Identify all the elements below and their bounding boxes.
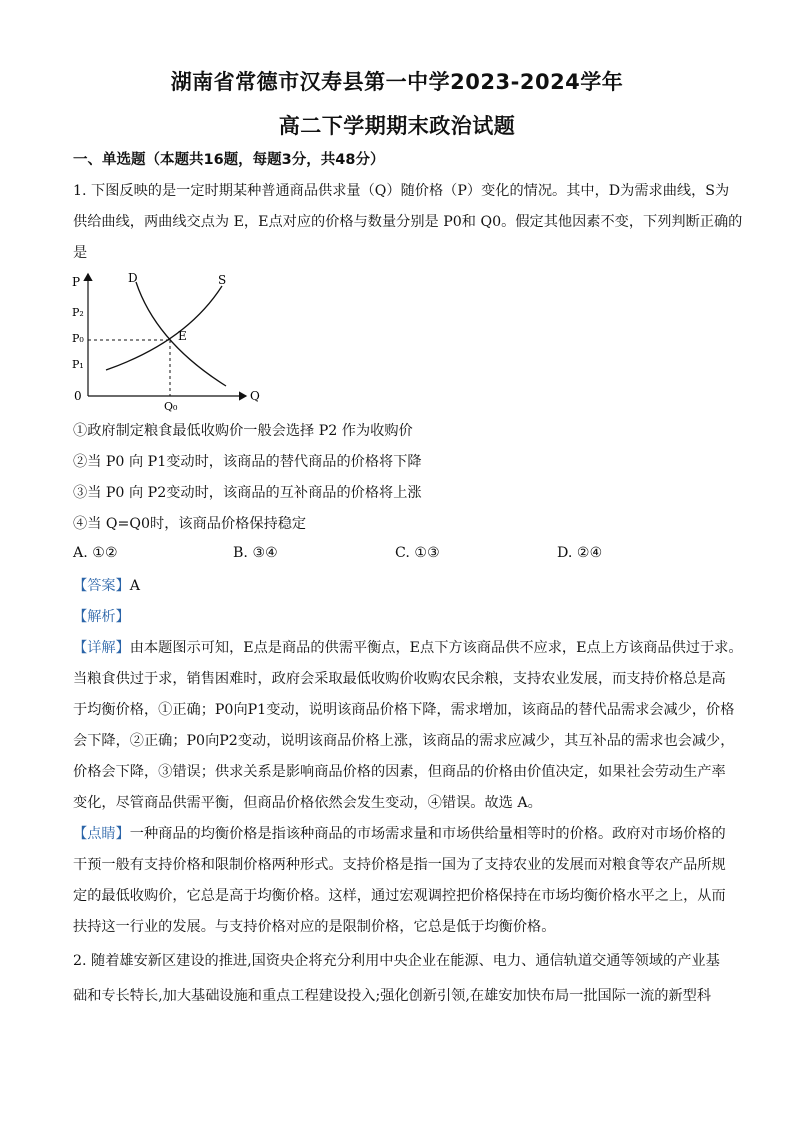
price-tick-p0: P₀	[72, 332, 84, 345]
supply-curve	[106, 286, 222, 370]
answer-value: A	[129, 578, 141, 594]
option-a: A. ①②	[73, 545, 118, 561]
section-heading: 一、单选题（本题共16题，每题3分，共48分）	[73, 152, 385, 168]
exam-title-line2: 高二下学期期末政治试题	[278, 114, 516, 138]
analysis-tag: 【解析】	[73, 609, 130, 625]
detail-line: 价格会下降，③错误；供求关系是影响商品价格的因素，但商品的价格由价值决定，如果社会劳动生产率	[73, 764, 726, 780]
y-axis-label: P	[72, 275, 81, 289]
q1-statement: ②当 P0 向 P1变动时，该商品的替代商品的价格将下降	[73, 454, 422, 470]
detail-line: 变化，尽管商品供需平衡，但商品价格依然会发生变动，④错误。故选 A。	[73, 795, 542, 811]
price-tick-p2: P₂	[72, 306, 84, 319]
option-d: D. ②④	[557, 545, 603, 561]
detail-line: 于均衡价格，①正确；P0向P1变动，说明该商品价格下降，需求增加，该商品的替代品需求会减少，价格	[73, 702, 735, 718]
detail-text: 由本题图示可知，E点是商品的供需平衡点，E点下方该商品供不应求，E点上方该商品供过于求。	[129, 640, 743, 656]
supply-demand-graph	[66, 270, 266, 414]
origin-label: 0	[74, 389, 82, 403]
comment-tag: 【点睛】	[73, 826, 130, 842]
analysis-row	[73, 607, 733, 627]
comment-text: 一种商品的均衡价格是指该种商品的市场需求量和市场供给量相等时的价格。政府对市场价格的	[129, 826, 726, 842]
q2-line: 2. 随着雄安新区建设的推进,国资央企将充分利用中央企业在能源、电力、通信轨道交通等领域的产业基	[73, 953, 720, 969]
supply-label: S	[218, 273, 227, 287]
q1-stem-line: 1. 下图反映的是一定时期某种普通商品供求量（Q）随价格（P）变化的情况。其中，D为需求曲线，S为	[73, 183, 730, 199]
detail-line: 当粮食供过于求，销售困难时，政府会采取最低收购价收购农民余粮，支持农业发展，而支持价格总是高	[73, 671, 726, 687]
q1-stem-line: 是	[73, 245, 88, 261]
comment-line: 定的最低收购价，它总是高于均衡价格。这样，通过宏观调控把价格保持在市场均衡价格水平之上，从而	[73, 888, 726, 904]
comment-line	[73, 824, 733, 844]
x-axis-label: Q	[250, 389, 260, 403]
q1-stem-line: 供给曲线，两曲线交点为 E，E点对应的价格与数量分别是 P0和 Q0。假定其他因素不变，下列判断正确的	[73, 214, 743, 230]
exam-title-line1: 湖南省常德市汉寿县第一中学2023-2024学年	[170, 70, 624, 94]
quantity-tick-q0: Q₀	[164, 400, 178, 413]
price-tick-p1: P₁	[72, 358, 84, 371]
detail-tag: 【详解】	[73, 640, 130, 656]
equilibrium-label: E	[178, 329, 187, 343]
demand-label: D	[128, 271, 138, 285]
detail-line: 会下降，②正确；P0向P2变动，说明该商品价格上涨，该商品的需求应减少，其互补品的需求也会减少，	[73, 733, 735, 749]
answer-row	[73, 576, 733, 596]
option-b: B. ③④	[233, 545, 278, 561]
detail-line	[73, 638, 743, 658]
q1-statement: ④当 Q=Q0时，该商品价格保持稳定	[73, 516, 307, 532]
q1-statement: ③当 P0 向 P2变动时，该商品的互补商品的价格将上涨	[73, 485, 422, 501]
option-c: C. ①③	[395, 545, 440, 561]
comment-line: 干预一般有支持价格和限制价格两种形式。支持价格是指一国为了支持农业的发展而对粮食等农产品所规	[73, 857, 726, 873]
q2-line: 础和专长特长,加大基础设施和重点工程建设投入;强化创新引领,在雄安加快布局一批国际一流的新型科	[73, 988, 712, 1004]
q1-statement: ①政府制定粮食最低收购价一般会选择 P2 作为收购价	[73, 423, 413, 439]
answer-tag: 【答案】	[73, 578, 130, 594]
comment-line: 扶持这一行业的发展。与支持价格对应的是限制价格，它总是低于均衡价格。	[73, 919, 556, 935]
